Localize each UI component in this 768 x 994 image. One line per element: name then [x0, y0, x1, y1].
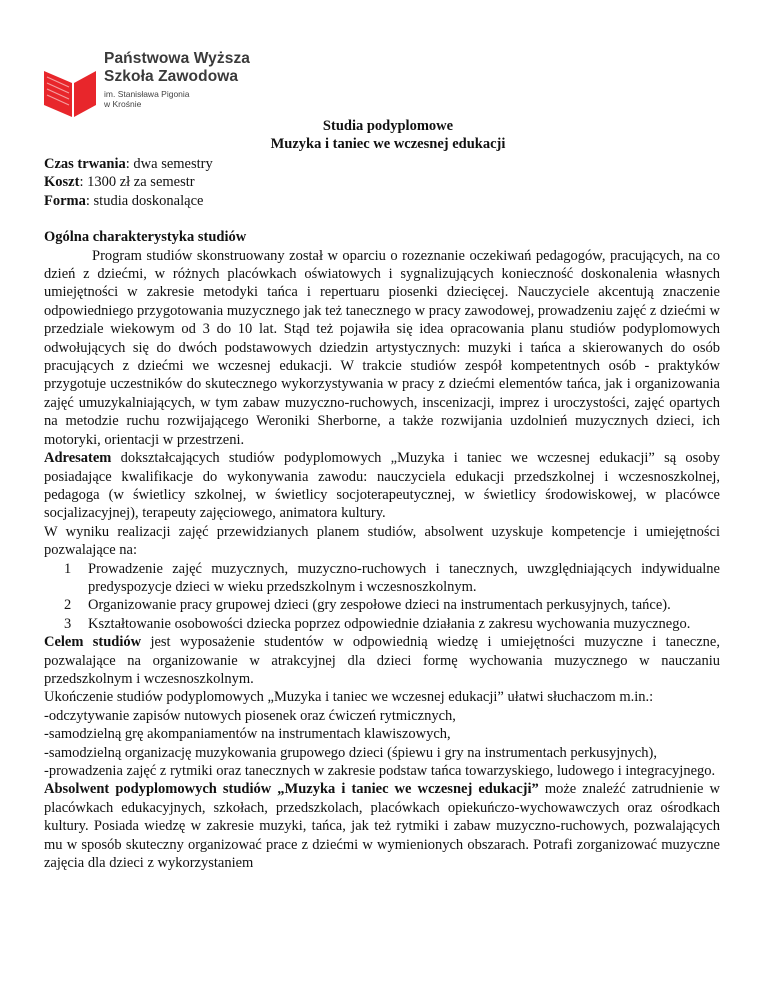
- logo-title-line2: Szkoła Zawodowa: [104, 68, 239, 85]
- title-line2: Muzyka i taniec we wczesnej edukacji: [270, 136, 506, 152]
- meta-label: Czas trwania: [44, 156, 126, 172]
- list-item: [64, 560, 720, 597]
- list-number: 3: [64, 615, 72, 632]
- skill-item: -odczytywanie zapisów nutowych piosenek oraz ćwiczeń rytmicznych,: [44, 707, 456, 724]
- meta-duration: [44, 155, 720, 173]
- list-item: [64, 596, 720, 614]
- bold-lead: Absolwent podyplomowych studiów „Muzyka i taniec we wczesnej edukacji”: [44, 781, 539, 798]
- school-logo-icon: [42, 63, 98, 119]
- document-body: [44, 155, 720, 872]
- list-number: 2: [64, 597, 72, 614]
- skill-item: -samodzielną grę akompaniamentów na instrumentach klawiszowych,: [44, 726, 451, 743]
- section-heading: Ogólna charakterystyka studiów: [44, 229, 247, 246]
- paragraph-ukonczenie: Ukończenie studiów podyplomowych „Muzyka i taniec we wczesnej edukacji” ułatwi słuchaczom m.in.:: [44, 689, 654, 706]
- meta-value: : studia doskonalące: [85, 192, 204, 209]
- meta-label: Forma: [44, 192, 86, 209]
- document-title: [0, 117, 768, 153]
- paragraph-adresatem: [44, 449, 720, 523]
- paragraph-celem: [44, 633, 720, 688]
- bold-lead: Celem studiów: [44, 634, 142, 651]
- logo-text: [104, 50, 250, 109]
- skill-item: -prowadzenia zajęć z rytmiki oraz tanecznych w zakresie podstaw tańca towarzyskiego, ludowego i integracyjnego.: [44, 763, 716, 779]
- paragraph-text: jest wyposażenie studentów w odpowiednią wiedzę i umiejętności muzyczne i taneczne, pozwalające na organizowanie w atrakcyjnej dla dzieci formę wychowania muzycznego w nauczaniu przedszkolnym i wczesnoszkolnym.: [44, 634, 720, 687]
- meta-value: : dwa semestry: [125, 156, 213, 172]
- skill-item: -samodzielną organizację muzykowania grupowego dzieci (śpiewu i gry na instrumentach perkusyjnych),: [44, 744, 657, 761]
- paragraph-absolwent: [44, 780, 720, 872]
- logo-subtitle-line2: w Krośnie: [104, 99, 142, 109]
- paragraph-text: dokształcających studiów podyplomowych „Muzyka i taniec we wczesnej edukacji” są osoby posiadające kwalifikacje do wykonywania zawodu: nauczyciela edukacji przedszkolnej i wczesnoszkolnej, pedagoga (w świetlicy szkolnej, w świetlicy socjoterapeutycznej, w świetlicy środowiskowej, w placówce socjalizacyjnej), terapeuty zajęciowego, animatora kultury.: [44, 450, 720, 522]
- meta-form: [44, 192, 720, 210]
- title-line1: Studia podyplomowe: [322, 118, 454, 134]
- logo-subtitle-line1: im. Stanisława Pigonia: [104, 89, 190, 99]
- list-text: Prowadzenie zajęć muzycznych, muzyczno-ruchowych i tanecznych, uwzględniających indywidualne predyspozycje dzieci w wieku przedszkolnym i wczesnoszkolnym.: [88, 560, 720, 595]
- logo-title-line1: Państwowa Wyższa: [104, 50, 251, 67]
- meta-cost: [44, 173, 720, 191]
- competence-list: [44, 560, 720, 634]
- list-number: 1: [64, 560, 72, 577]
- paragraph-program: Program studiów skonstruowany został w oparciu o rozeznanie oczekiwań pedagogów, pracujących, na co dzień z dziećmi, w różnych placówkach oświatowych i sygnalizujących konieczność doskonalenia własnych umiejętności w zakresie metodyki tańca i repertuaru piosenki dziecięcej. Nauczyciele akcentują znaczenie odpowiedniego przygotowania muzycznego jak też tanecznego w pracy zawodowej, prowadzeniu zajęć z dziećmi w przedziale wiekowym od 3 do 10 lat. Stąd też pojawiła się idea opracowania planu studiów podyplomowych odwołujących się do dwóch podstawowych dziedzin artystycznych: muzyki i tańca a skierowanych do osób pracujących z dziećmi we wczesnej edukacji. W trakcie studiów zespół kompetentnych osób - praktyków przygotuje uczestników do skutecznego wykorzystywania w pracy z dziećmi elementów tańca, jak i organizowania zajęć umuzykalniających, w tym zabaw muzyczno-ruchowych, inscenizacji, imprez i uroczystości, zajęć opartych na metodzie ruchu rozwijającego Weroniki Sherborne, a także rozwijania uzdolnień muzycznych dzieci, ich motoryki, orientacji w przestrzeni.: [44, 247, 720, 448]
- paragraph-text: może znaleźć zatrudnienie w placówkach edukacyjnych, szkołach, przedszkolach, placówkach opiekuńczo-wychowawczych oraz ośrodkach kultury. Posiada wiedzę w zakresie muzyki, tańca, jak też rytmiki i zabaw muzyczno-ruchowych, pozwalających mu w sposób skuteczny organizować prace z dziećmi w wymienionych obszarach. Potrafi zorganizować muzyczne zajęcia dla dzieci z wykorzystaniem: [44, 781, 720, 872]
- meta-value: : 1300 zł za semestr: [79, 174, 195, 191]
- meta-label: Koszt: [44, 174, 80, 191]
- list-text: Organizowanie pracy grupowej dzieci (gry zespołowe dzieci na instrumentach perkusyjnych, tańce).: [88, 597, 671, 614]
- paragraph-competence-intro: W wyniku realizacji zajęć przewidzianych planem studiów, absolwent uzyskuje kompetencje i umiejętności pozwalające na:: [44, 523, 720, 559]
- list-text: Kształtowanie osobowości dziecka poprzez odpowiednie działania z zakresu wychowania muzycznego.: [88, 615, 691, 632]
- list-item: [64, 615, 720, 633]
- bold-lead: Adresatem: [44, 450, 112, 467]
